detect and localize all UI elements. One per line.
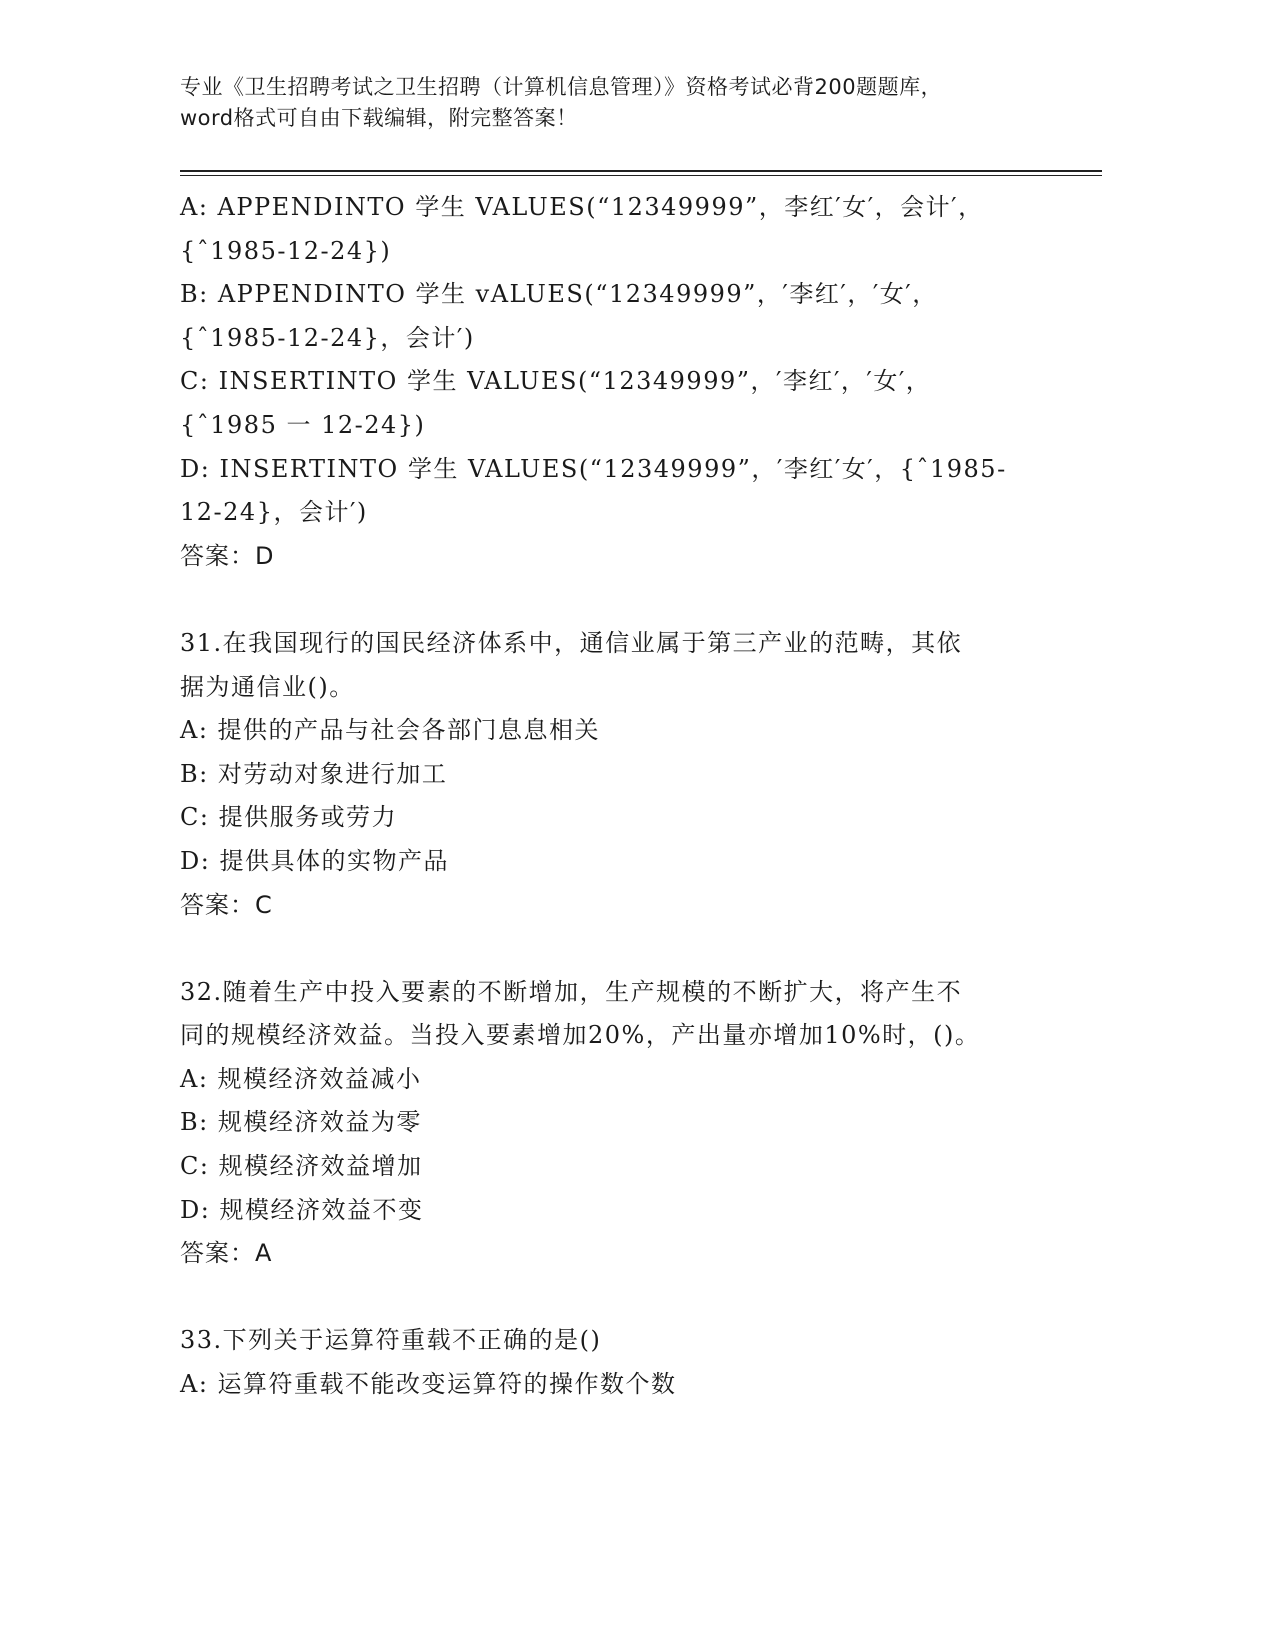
question-stem-line-1: 33.下列关于运算符重载不正确的是() xyxy=(180,1326,602,1355)
question-31 xyxy=(180,622,1100,927)
question-stem-line-1: 32.随着生产中投入要素的不断增加，生产规模的不断扩大，将产生不 xyxy=(180,977,963,1006)
question-32 xyxy=(180,971,1100,1276)
option-b-line-2: {ˆ1985-12-24}，会计′) xyxy=(180,323,475,352)
header-rule-thick xyxy=(180,170,1102,172)
option-b-line-1: B: APPENDINTO 学生 vALUES(“12349999”，′李红′，′女′， xyxy=(180,280,938,309)
question-33 xyxy=(180,1319,1100,1406)
answer-label: 答案：C xyxy=(180,890,273,919)
option-c: C: 规模经济效益增加 xyxy=(180,1152,423,1181)
option-a: A: 运算符重载不能改变运算符的操作数个数 xyxy=(180,1370,677,1399)
option-d-line-1: D: INSERTINTO 学生 VALUES(“12349999”，′李红′女′，{ˆ1985- xyxy=(180,454,1007,483)
option-c-line-1: C: INSERTINTO 学生 VALUES(“12349999”，′李红′，′女′， xyxy=(180,367,932,396)
option-a-line-1: A: APPENDINTO 学生 VALUES(“12349999”，李红′女′，会计′， xyxy=(180,193,984,221)
question-stem-line-1: 31.在我国现行的国民经济体系中，通信业属于第三产业的范畴，其依 xyxy=(180,628,963,657)
option-d: D: 提供具体的实物产品 xyxy=(180,846,449,875)
header-rule-thin xyxy=(180,175,1102,176)
spacer xyxy=(180,927,1100,971)
option-c: C: 提供服务或劳力 xyxy=(180,803,398,832)
option-a-line-2: {ˆ1985-12-24}) xyxy=(180,236,392,265)
answer-label: 答案：A xyxy=(180,1239,273,1268)
document-header xyxy=(180,72,1100,134)
option-d: D: 规模经济效益不变 xyxy=(180,1195,424,1224)
question-content xyxy=(180,186,1100,1407)
option-b: B: 对劳动对象进行加工 xyxy=(180,759,448,788)
header-title-line-1: 专业《卫生招聘考试之卫生招聘（计算机信息管理）》资格考试必背200题题库， xyxy=(180,75,943,99)
spacer xyxy=(180,578,1100,622)
question-stem-line-2: 据为通信业()。 xyxy=(180,672,355,701)
option-d-line-2: 12-24}，会计′) xyxy=(180,498,368,527)
option-a: A: 规模经济效益减小 xyxy=(180,1064,422,1093)
answer-label: 答案：D xyxy=(180,541,275,570)
option-c-line-2: {ˆ1985 一 12-24}) xyxy=(180,410,426,439)
question-30-options xyxy=(180,186,1100,578)
spacer xyxy=(180,1276,1100,1320)
option-a: A: 提供的产品与社会各部门息息相关 xyxy=(180,716,601,745)
question-stem-line-2: 同的规模经济效益。当投入要素增加20%，产出量亦增加10%时，()。 xyxy=(180,1021,981,1050)
header-title-line-2: word格式可自由下载编辑，附完整答案！ xyxy=(180,106,578,130)
option-b: B: 规模经济效益为零 xyxy=(180,1108,422,1137)
